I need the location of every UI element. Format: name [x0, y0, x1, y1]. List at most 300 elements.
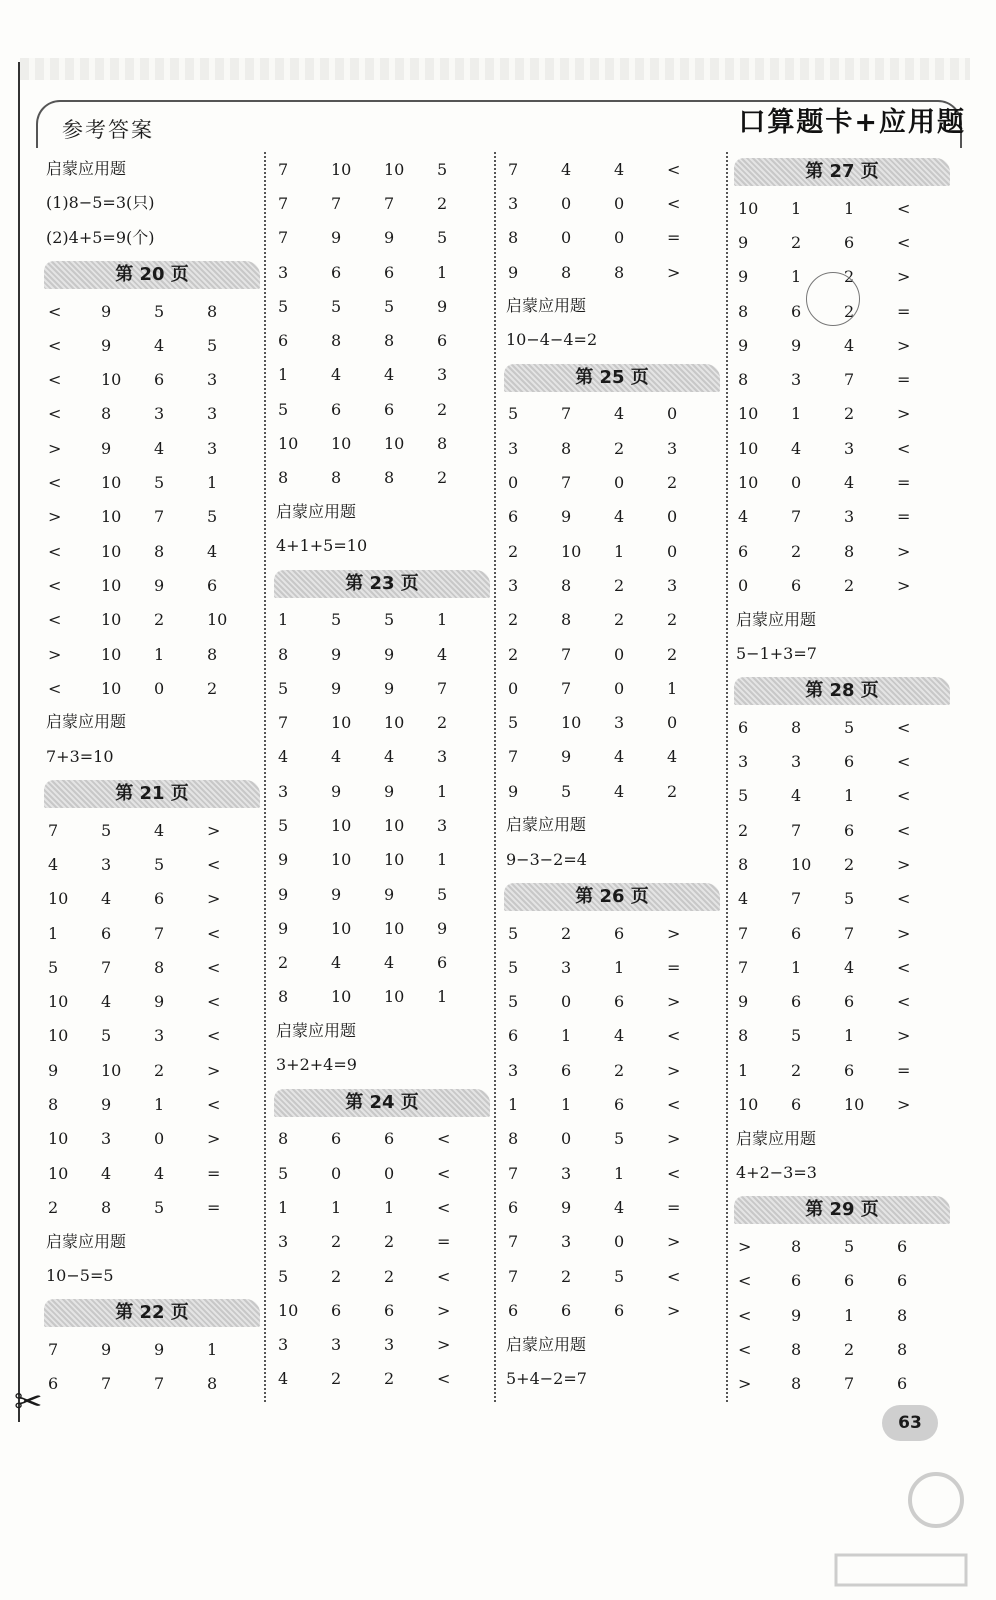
answer-row [274, 221, 490, 255]
answer-cell: 10 [738, 404, 759, 424]
answer-cell: 3 [561, 1232, 572, 1252]
section-label: 启蒙应用题 [276, 1021, 357, 1041]
answer-cell: 0 [508, 473, 519, 493]
equation-answer: 3+2+4=9 [276, 1055, 357, 1075]
answer-cell: 8 [897, 1305, 908, 1325]
equation-answer: 5+4−2=7 [506, 1368, 587, 1388]
answer-cell: > [48, 507, 62, 527]
answer-cell: 10 [384, 434, 405, 454]
answer-cell: 4 [278, 747, 289, 767]
answer-cell: 2 [844, 404, 855, 424]
answer-cell: 5 [384, 296, 395, 316]
answer-cell: 0 [614, 1232, 625, 1252]
answer-row [44, 985, 260, 1019]
answer-cell: 6 [791, 575, 802, 595]
answer-cell: 3 [207, 370, 218, 390]
answer-cell: 7 [278, 159, 289, 179]
answer-cell: 7 [508, 1266, 519, 1286]
answer-cell: 5 [154, 1197, 165, 1217]
answer-row [274, 392, 490, 426]
answer-column-2 [274, 152, 490, 1396]
answer-row [504, 568, 720, 602]
answer-cell: 10 [331, 713, 352, 733]
answer-row [734, 882, 950, 916]
answer-cell: < [48, 575, 62, 595]
equation-answer: 4+1+5=10 [276, 536, 368, 556]
answer-cell: 7 [791, 820, 802, 840]
answer-cell: 10 [101, 541, 122, 561]
answer-cell: = [897, 370, 911, 390]
answer-cell: 1 [791, 267, 802, 287]
answer-cell: 5 [101, 1026, 112, 1046]
answer-cell: 4 [614, 404, 625, 424]
answer-cell: 7 [561, 473, 572, 493]
answer-cell: = [897, 507, 911, 527]
answer-row [44, 671, 260, 705]
answer-cell: 1 [844, 1305, 855, 1325]
answer-cell: 2 [844, 267, 855, 287]
answer-cell: 4 [437, 644, 448, 664]
answer-cell: 2 [791, 1060, 802, 1080]
answer-cell: > [897, 335, 911, 355]
answer-cell: 5 [614, 1129, 625, 1149]
answer-cell: 4 [154, 438, 165, 458]
answer-cell: 1 [437, 781, 448, 801]
answer-cell: 10 [101, 678, 122, 698]
answer-row [44, 568, 260, 602]
answer-cell: 0 [508, 678, 519, 698]
answer-row [44, 1332, 260, 1366]
answer-cell: 1 [667, 678, 678, 698]
answer-row [44, 1156, 260, 1190]
answer-cell: 10 [738, 438, 759, 458]
answer-cell: 5 [437, 884, 448, 904]
answer-cell: 8 [738, 854, 749, 874]
answer-cell: 2 [331, 1369, 342, 1389]
answer-cell: < [437, 1197, 451, 1217]
answer-row [504, 1087, 720, 1121]
answer-cell: 9 [331, 678, 342, 698]
page-section-banner: 第 26 页 [504, 883, 720, 911]
answer-cell: 9 [101, 438, 112, 458]
answer-cell: 4 [614, 159, 625, 179]
answer-row [734, 1087, 950, 1121]
answer-row [44, 637, 260, 671]
answer-cell: 4 [614, 747, 625, 767]
answer-cell: 9 [508, 262, 519, 282]
section-label: 启蒙应用题 [276, 501, 357, 521]
answer-cell: 6 [384, 262, 395, 282]
answer-cell: 6 [791, 1271, 802, 1291]
answer-cell: 8 [48, 1095, 59, 1115]
answer-cell: 3 [508, 575, 519, 595]
answer-row [504, 985, 720, 1019]
answer-row [504, 1053, 720, 1087]
answer-cell: 7 [508, 747, 519, 767]
answer-cell: 8 [561, 262, 572, 282]
answer-cell: 10 [331, 434, 352, 454]
answer-cell: 1 [437, 850, 448, 870]
answer-cell: < [207, 957, 221, 977]
answer-row [504, 1019, 720, 1053]
answer-row [44, 1190, 260, 1224]
answer-cell: 10 [384, 987, 405, 1007]
answer-cell: 10 [331, 850, 352, 870]
answer-cell: = [667, 1197, 681, 1217]
answer-cell: > [667, 1060, 681, 1080]
answer-cell: 0 [614, 473, 625, 493]
answer-cell: = [667, 957, 681, 977]
answer-cell: 3 [667, 575, 678, 595]
answer-cell: 3 [437, 815, 448, 835]
answer-cell: < [667, 1026, 681, 1046]
answer-cell: > [897, 541, 911, 561]
answer-cell: 6 [561, 1300, 572, 1320]
answer-cell: < [667, 1095, 681, 1115]
answer-cell: 5 [508, 404, 519, 424]
equation-answer: (2)4+5=9(个) [46, 227, 155, 247]
answer-row [734, 744, 950, 778]
answer-row [504, 603, 720, 637]
answer-cell: 2 [384, 1232, 395, 1252]
answer-cell: 1 [614, 957, 625, 977]
answer-cell: 4 [614, 507, 625, 527]
answer-cell: < [897, 957, 911, 977]
answer-row [734, 431, 950, 465]
answer-cell: 0 [667, 404, 678, 424]
answer-cell: 2 [614, 438, 625, 458]
answer-cell: 3 [667, 438, 678, 458]
answer-cell: 1 [207, 473, 218, 493]
answer-cell: 7 [154, 923, 165, 943]
answer-cell: 4 [101, 1163, 112, 1183]
answer-row [44, 882, 260, 916]
answer-cell: 8 [897, 1339, 908, 1359]
answer-cell: 9 [331, 644, 342, 664]
answer-cell: 3 [561, 1163, 572, 1183]
answer-cell: 8 [738, 1026, 749, 1046]
answer-cell: 5 [48, 957, 59, 977]
answer-cell: < [667, 193, 681, 213]
answer-row [734, 1053, 950, 1087]
answer-row [734, 813, 950, 847]
answer-cell: 10 [384, 918, 405, 938]
answer-cell: 9 [278, 884, 289, 904]
section-label: 启蒙应用题 [46, 1231, 127, 1251]
answer-cell: > [207, 1129, 221, 1149]
answer-cell: 10 [331, 918, 352, 938]
answer-cell: < [207, 854, 221, 874]
answer-row [504, 1293, 720, 1327]
answer-cell: 9 [738, 232, 749, 252]
answer-row [44, 1019, 260, 1053]
answer-cell: 8 [791, 1236, 802, 1256]
answer-cell: > [667, 1129, 681, 1149]
column-divider [494, 152, 496, 1402]
equation-answer: 9−3−2=4 [506, 849, 587, 869]
answer-cell: > [897, 854, 911, 874]
answer-row [734, 1367, 950, 1401]
answer-cell: 7 [331, 193, 342, 213]
page-section-banner: 第 23 页 [274, 570, 490, 598]
answer-cell: 2 [614, 610, 625, 630]
answer-cell: > [897, 575, 911, 595]
answer-cell: 10 [101, 644, 122, 664]
answer-cell: 4 [331, 747, 342, 767]
answer-cell: 2 [154, 1060, 165, 1080]
answer-row [734, 916, 950, 950]
answer-cell: 5 [508, 713, 519, 733]
answer-row [734, 847, 950, 881]
answer-cell: 1 [278, 610, 289, 630]
answer-cell: 8 [508, 228, 519, 248]
answer-cell: < [48, 301, 62, 321]
answer-cell: < [437, 1266, 451, 1286]
answer-cell: 1 [738, 1060, 749, 1080]
answer-cell: 5 [844, 717, 855, 737]
page-section-banner: 第 24 页 [274, 1089, 490, 1117]
answer-cell: 4 [614, 1026, 625, 1046]
answer-column-3 [504, 152, 720, 1396]
answer-cell: 2 [384, 1369, 395, 1389]
answer-cell: 8 [207, 1374, 218, 1394]
answer-cell: 10 [384, 713, 405, 733]
answer-cell: 5 [154, 854, 165, 874]
answer-cell: < [48, 541, 62, 561]
answer-cell: 1 [508, 1095, 519, 1115]
answer-cell: 4 [154, 1163, 165, 1183]
answer-cell: 5 [384, 610, 395, 630]
answer-cell: 0 [614, 644, 625, 664]
answer-cell: 3 [738, 752, 749, 772]
answer-cell: = [667, 228, 681, 248]
answer-cell: 6 [101, 923, 112, 943]
answer-cell: 7 [101, 957, 112, 977]
answer-cell: < [897, 992, 911, 1012]
answer-cell: 7 [278, 193, 289, 213]
answer-cell: 1 [207, 1339, 218, 1359]
answer-cell: 5 [844, 889, 855, 909]
answer-row [274, 603, 490, 637]
answer-cell: < [897, 232, 911, 252]
answer-cell: 7 [844, 1374, 855, 1394]
answer-cell: 8 [101, 1197, 112, 1217]
answer-cell: 8 [278, 987, 289, 1007]
answer-cell: 4 [384, 747, 395, 767]
answer-cell: < [897, 820, 911, 840]
answer-cell: 6 [791, 992, 802, 1012]
answer-cell: < [207, 1026, 221, 1046]
answer-row [504, 637, 720, 671]
answer-row [734, 950, 950, 984]
answer-cell: 9 [561, 507, 572, 527]
answer-cell: 8 [101, 404, 112, 424]
answer-cell: 5 [278, 399, 289, 419]
answer-row [274, 1122, 490, 1156]
answer-row [44, 603, 260, 637]
answer-cell: 3 [437, 365, 448, 385]
answer-cell: 1 [561, 1026, 572, 1046]
answer-cell: < [897, 717, 911, 737]
answer-cell: 4 [844, 335, 855, 355]
answer-cell: 8 [738, 301, 749, 321]
answer-cell: 9 [384, 884, 395, 904]
answer-cell: 9 [791, 335, 802, 355]
answer-cell: = [207, 1197, 221, 1217]
answer-row [734, 328, 950, 362]
answer-cell: 6 [508, 1300, 519, 1320]
answer-row [504, 255, 720, 289]
page-section-banner: 第 29 页 [734, 1196, 950, 1224]
answer-cell: 4 [384, 953, 395, 973]
answer-cell: 0 [561, 228, 572, 248]
answer-cell: 9 [437, 296, 448, 316]
answer-cell: 3 [278, 262, 289, 282]
answer-row [504, 397, 720, 431]
answer-row [274, 289, 490, 323]
answer-cell: 8 [278, 1129, 289, 1149]
answer-cell: 6 [897, 1236, 908, 1256]
answer-cell: 10 [48, 992, 69, 1012]
answer-cell: 6 [154, 370, 165, 390]
answer-row [274, 255, 490, 289]
answer-cell: 8 [738, 370, 749, 390]
answer-row [274, 152, 490, 186]
answer-cell: < [48, 610, 62, 630]
answer-cell: 3 [154, 1026, 165, 1046]
answer-cell: 8 [791, 1339, 802, 1359]
answer-row [274, 911, 490, 945]
answer-cell: < [437, 1129, 451, 1149]
answer-row [734, 1019, 950, 1053]
answer-row [44, 1087, 260, 1121]
answer-row [504, 186, 720, 220]
answer-cell: 8 [844, 541, 855, 561]
answer-row [44, 431, 260, 465]
section-label: 启蒙应用题 [46, 712, 127, 732]
answer-cell: 3 [101, 854, 112, 874]
answer-cell: 2 [154, 610, 165, 630]
answer-row [44, 465, 260, 499]
answer-cell: 9 [738, 335, 749, 355]
answer-cell: 4 [614, 781, 625, 801]
answer-cell: 2 [614, 575, 625, 595]
answer-cell: 6 [738, 541, 749, 561]
answer-cell: 1 [791, 404, 802, 424]
answer-row [504, 465, 720, 499]
answer-cell: > [48, 644, 62, 664]
answer-cell: > [437, 1335, 451, 1355]
answer-cell: 8 [614, 262, 625, 282]
answer-cell: 5 [331, 296, 342, 316]
answer-cell: 1 [278, 365, 289, 385]
cut-line [18, 62, 20, 1422]
answer-cell: 2 [844, 1339, 855, 1359]
answer-cell: 3 [278, 1335, 289, 1355]
answer-cell: 4 [154, 335, 165, 355]
answer-cell: 9 [384, 678, 395, 698]
answer-row [274, 946, 490, 980]
answer-cell: 0 [614, 228, 625, 248]
answer-row [274, 980, 490, 1014]
answer-cell: 3 [207, 404, 218, 424]
answer-cell: 7 [791, 507, 802, 527]
answer-cell: 10 [48, 1026, 69, 1046]
stamp-seal [806, 272, 860, 326]
answer-cell: 9 [331, 884, 342, 904]
answer-cell: 6 [614, 1300, 625, 1320]
answer-cell: 9 [101, 335, 112, 355]
answer-cell: 10 [101, 1060, 122, 1080]
answer-cell: 2 [437, 399, 448, 419]
answer-row [274, 1328, 490, 1362]
answer-cell: 6 [614, 923, 625, 943]
answer-cell: 7 [101, 1374, 112, 1394]
answer-cell: 4 [331, 953, 342, 973]
answer-row [44, 328, 260, 362]
answer-row [44, 397, 260, 431]
answer-cell: 3 [101, 1129, 112, 1149]
answer-cell: = [897, 473, 911, 493]
answer-row [504, 950, 720, 984]
answer-cell: 5 [278, 1163, 289, 1183]
answer-row [734, 568, 950, 602]
answer-cell: 6 [384, 1300, 395, 1320]
answer-row [274, 843, 490, 877]
answer-row [274, 637, 490, 671]
answer-cell: 4 [791, 786, 802, 806]
answer-cell: < [667, 159, 681, 179]
answer-cell: 3 [844, 507, 855, 527]
answer-cell: 0 [561, 1129, 572, 1149]
answer-cell: 5 [207, 507, 218, 527]
answer-cell: < [897, 438, 911, 458]
answer-cell: 1 [437, 262, 448, 282]
answer-cell: 4 [207, 541, 218, 561]
answer-cell: 9 [437, 918, 448, 938]
answer-cell: 9 [278, 918, 289, 938]
answer-row [734, 779, 950, 813]
answer-cell: 6 [844, 752, 855, 772]
answer-cell: 10 [101, 575, 122, 595]
answer-cell: 2 [331, 1232, 342, 1252]
answer-cell: < [897, 198, 911, 218]
answer-row [734, 710, 950, 744]
answer-row [734, 1229, 950, 1263]
answer-cell: 6 [897, 1374, 908, 1394]
answer-cell: 7 [508, 159, 519, 179]
answer-cell: > [437, 1300, 451, 1320]
answer-cell: 1 [561, 1095, 572, 1115]
answer-cell: 0 [154, 1129, 165, 1149]
answer-cell: 2 [207, 678, 218, 698]
answer-row [504, 774, 720, 808]
answer-row [274, 740, 490, 774]
answer-cell: 4 [738, 889, 749, 909]
answer-cell: 6 [437, 331, 448, 351]
answer-cell: 0 [791, 473, 802, 493]
answer-cell: 6 [331, 262, 342, 282]
answer-cell: 3 [508, 193, 519, 213]
answer-cell: 5 [154, 301, 165, 321]
answer-cell: 9 [154, 575, 165, 595]
answer-cell: 7 [508, 1163, 519, 1183]
answer-cell: 3 [791, 370, 802, 390]
answer-cell: 2 [384, 1266, 395, 1286]
answer-cell: < [897, 752, 911, 772]
answer-cell: 5 [207, 335, 218, 355]
answer-cell: < [48, 473, 62, 493]
